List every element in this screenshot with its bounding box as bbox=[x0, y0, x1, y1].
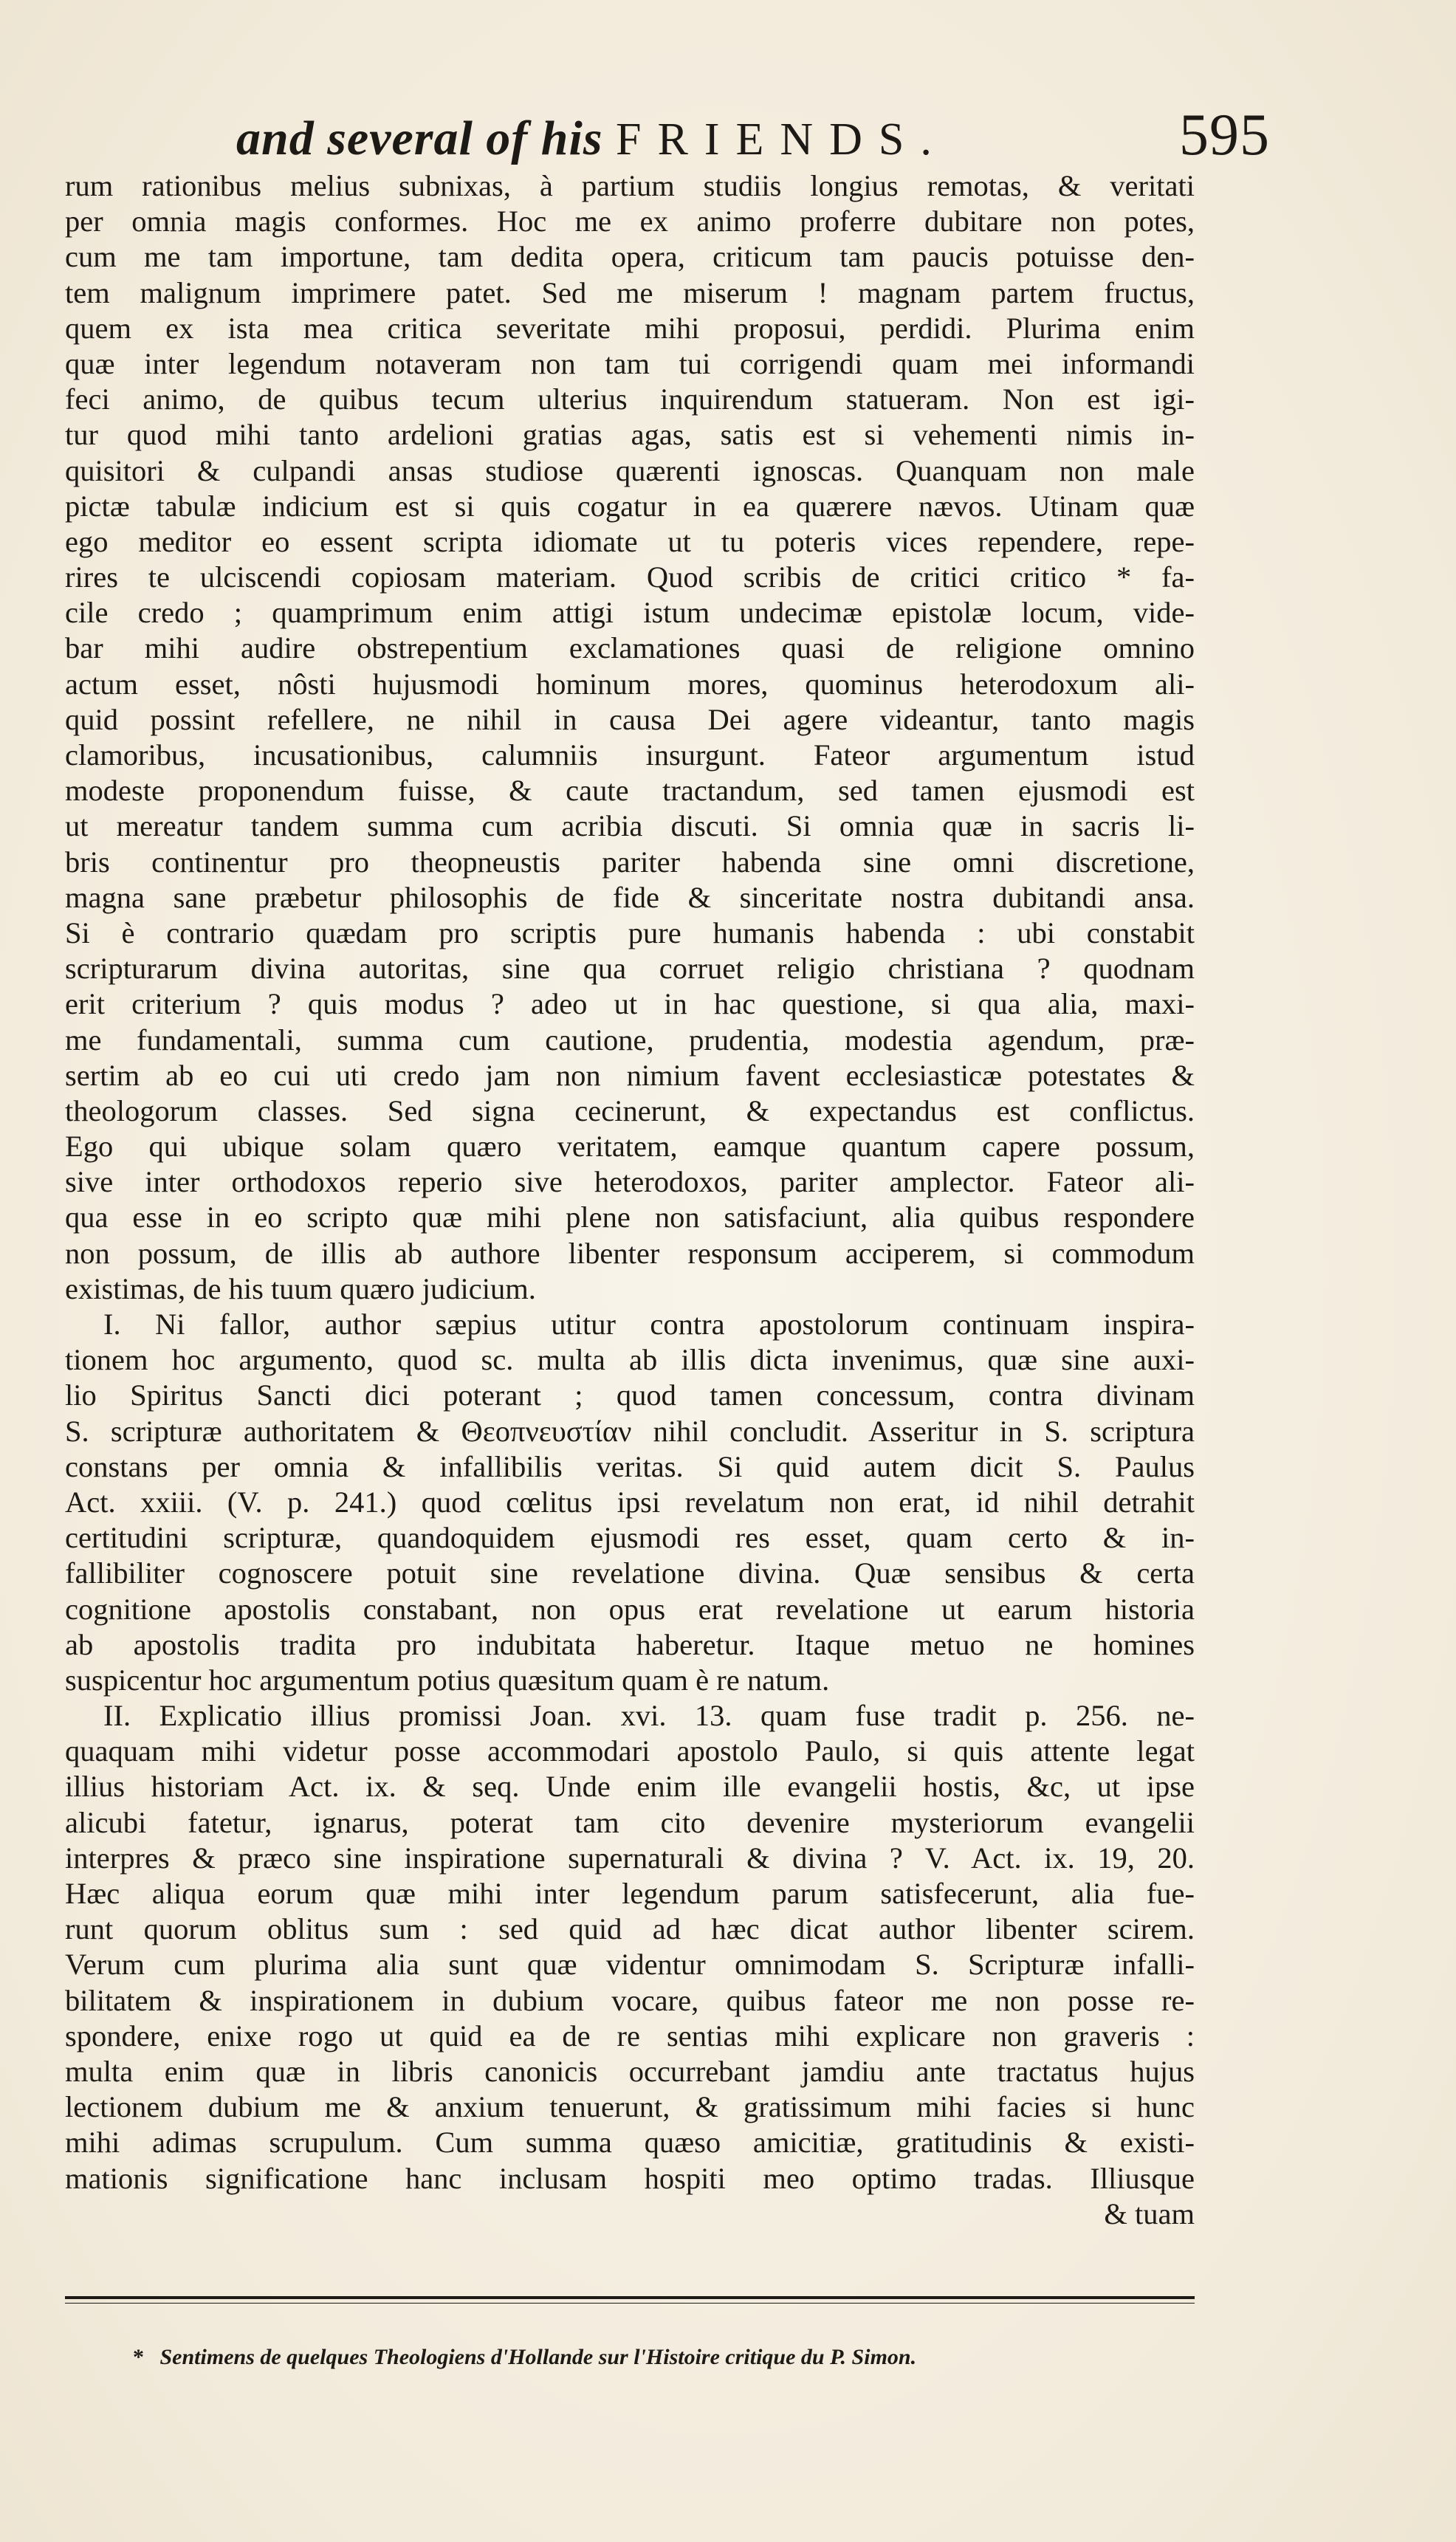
text-line: quæ inter legendum notaveram non tam tui corrigendi quam mei informandi bbox=[65, 346, 1195, 380]
text-line: quisitori & culpandi ansas studiose quærenti ignoscas. Quanquam non male bbox=[65, 453, 1195, 487]
text-line: qua esse in eo scripto quæ mihi plene non satisfaciunt, alia quibus respondere bbox=[65, 1200, 1195, 1234]
text-line: tionem hoc argumento, quod sc. multa ab illis dicta invenimus, quæ sine auxi- bbox=[65, 1343, 1195, 1377]
text-line: bar mihi audire obstrepentium exclamationes quasi de religione omnino bbox=[65, 631, 1195, 665]
text-line: runt quorum oblitus sum : sed quid ad hæc dicat author libenter scirem. bbox=[65, 1912, 1195, 1946]
footnote-rule bbox=[65, 2296, 1195, 2304]
text-line: cognitione apostolis constabant, non opus erat revelatione ut earum historia bbox=[65, 1592, 1195, 1626]
running-title-caps: FRIENDS. bbox=[616, 114, 948, 165]
text-line: Si è contrario quædam pro scriptis pure humanis habenda : ubi constabit bbox=[65, 916, 1195, 949]
text-line: sive inter orthodoxos reperio sive heterodoxos, pariter amplector. Fateor ali- bbox=[65, 1165, 1195, 1199]
text-line: existimas, de his tuum quæro judicium. bbox=[65, 1271, 536, 1305]
text-line: lectionem dubium me & anxium tenuerunt, & gratissimum mihi facies si hunc bbox=[65, 2090, 1195, 2124]
rule-thick bbox=[65, 2296, 1195, 2299]
running-title bbox=[236, 111, 948, 167]
body-text bbox=[65, 168, 1195, 2232]
text-line: I. Ni fallor, author sæpius utitur contra apostolorum continuam inspira- bbox=[103, 1308, 1195, 1341]
text-line: cum me tam importune, tam dedita opera, criticum tam paucis potuisse den- bbox=[65, 240, 1195, 274]
text-line: II. Explicatio illius promissi Joan. xvi. 13. quam fuse tradit p. 256. ne- bbox=[103, 1699, 1195, 1733]
footnote-marker: * bbox=[133, 2345, 144, 2369]
text-line: certitudini scripturæ, quandoquidem ejusmodi res esset, quam certo & in- bbox=[65, 1521, 1195, 1555]
text-line: constans per omnia & infallibilis veritas. Si quid autem dicit S. Paulus bbox=[65, 1449, 1195, 1483]
text-line: mationis significatione hanc inclusam hospiti meo optimo tradas. Illiusque bbox=[65, 2161, 1195, 2195]
text-line: ut mereatur tandem summa cum acribia discuti. Si omnia quæ in sacris li- bbox=[65, 809, 1195, 843]
text-line: Hæc aliqua eorum quæ mihi inter legendum parum satisfecerunt, alia fue- bbox=[65, 1877, 1195, 1910]
text-line: theologorum classes. Sed signa cecinerunt, & expectandus est conflictus. bbox=[65, 1093, 1195, 1127]
text-line: cile credo ; quamprimum enim attigi istum undecimæ epistolæ locum, vide- bbox=[65, 596, 1195, 630]
text-line: me fundamentali, summa cum cautione, prudentia, modestia agendum, præ- bbox=[65, 1023, 1195, 1057]
text-line: bilitatem & inspirationem in dubium vocare, quibus fateor me non posse re- bbox=[65, 1983, 1195, 2017]
text-line: feci animo, de quibus tecum ulterius inquirendum statueram. Non est igi- bbox=[65, 382, 1195, 416]
text-line: per omnia magis conformes. Hoc me ex animo proferre dubitare non potes, bbox=[65, 205, 1195, 238]
text-line: non possum, de illis ab authore libenter responsum acciperem, si commodum bbox=[65, 1236, 1195, 1270]
footnote bbox=[133, 2345, 1167, 2370]
text-line: scripturarum divina autoritas, sine qua corruet religio christiana ? quodnam bbox=[65, 952, 1195, 986]
text-line: spondere, enixe rogo ut quid ea de re sentias mihi explicare non graveris : bbox=[65, 2019, 1195, 2053]
text-line: tur quod mihi tanto ardelioni gratias agas, satis est si vehementi nimis in- bbox=[65, 418, 1195, 452]
text-line: multa enim quæ in libris canonicis occurrebant jamdiu ante tractatus hujus bbox=[65, 2054, 1195, 2088]
footnote-text: Sentimens de quelques Theologiens d'Hollande sur l'Histoire critique du P. Simon. bbox=[159, 2345, 917, 2369]
text-line: quem ex ista mea critica severitate mihi proposui, perdidi. Plurima enim bbox=[65, 311, 1195, 345]
text-line: erit criterium ? quis modus ? adeo ut in hac questione, si qua alia, maxi- bbox=[65, 987, 1195, 1021]
text-line: pictæ tabulæ indicium est si quis cogatur in ea quærere nævos. Utinam quæ bbox=[65, 489, 1195, 523]
text-line: suspicentur hoc argumentum potius quæsitum quam è re natum. bbox=[65, 1663, 830, 1697]
text-line: sertim ab eo cui uti credo jam non nimium favent ecclesiasticæ potestates & bbox=[65, 1058, 1195, 1092]
text-line: lio Spiritus Sancti dici poterant ; quod tamen concessum, contra divinam bbox=[65, 1378, 1195, 1412]
text-line: Act. xxiii. (V. p. 241.) quod cœlitus ipsi revelatum non erat, id nihil detrahit bbox=[65, 1485, 1195, 1519]
text-line: & tuam bbox=[1104, 2196, 1195, 2230]
text-line: bris continentur pro theopneustis pariter habenda sine omni discretione, bbox=[65, 845, 1195, 879]
text-line: clamoribus, incusationibus, calumniis insurgunt. Fateor argumentum istud bbox=[65, 738, 1195, 772]
text-line: rum rationibus melius subnixas, à partium studiis longius remotas, & veritati bbox=[65, 169, 1195, 202]
running-title-italic: and several of his bbox=[236, 111, 603, 165]
page-number: 595 bbox=[1179, 103, 1270, 168]
text-line: ego meditor eo essent scripta idiomate ut tu poteris vices rependere, repe- bbox=[65, 524, 1195, 558]
text-line: Ego qui ubique solam quæro veritatem, eamque quantum capere possum, bbox=[65, 1130, 1195, 1164]
text-line: actum esset, nôsti hujusmodi hominum mores, quominus heterodoxum ali- bbox=[65, 667, 1195, 701]
text-line: S. scripturæ authoritatem & Θεοπνευστίαν nihil concludit. Asseritur in S. scriptura bbox=[65, 1414, 1195, 1448]
text-line: rires te ulciscendi copiosam materiam. Quod scribis de critici critico * fa- bbox=[65, 560, 1195, 594]
text-line: mihi adimas scrupulum. Cum summa quæso amicitiæ, gratitudinis & existi- bbox=[65, 2126, 1195, 2160]
text-line: illius historiam Act. ix. & seq. Unde enim ille evangelii hostis, &c, ut ipse bbox=[65, 1770, 1195, 1804]
text-line: quaquam mihi videtur posse accommodari apostolo Paulo, si quis attente legat bbox=[65, 1734, 1195, 1768]
rule-thin bbox=[65, 2303, 1195, 2304]
text-line: magna sane præbetur philosophis de fide & sinceritate nostra dubitandi ansa. bbox=[65, 880, 1195, 914]
text-line: interpres & præco sine inspiratione supernaturali & divina ? V. Act. ix. 19, 20. bbox=[65, 1841, 1195, 1875]
text-line: tem malignum imprimere patet. Sed me miserum ! magnam partem fructus, bbox=[65, 275, 1195, 309]
text-line: ab apostolis tradita pro indubitata haberetur. Itaque metuo ne homines bbox=[65, 1627, 1195, 1661]
text-line: alicubi fatetur, ignarus, poterat tam cito devenire mysteriorum evangelii bbox=[65, 1805, 1195, 1839]
running-head bbox=[222, 103, 1270, 177]
text-line: quid possint refellere, ne nihil in causa Dei agere videantur, tanto magis bbox=[65, 702, 1195, 736]
text-line: fallibiliter cognoscere potuit sine revelatione divina. Quæ sensibus & certa bbox=[65, 1556, 1195, 1590]
text-line: modeste proponendum fuisse, & caute tractandum, sed tamen ejusmodi est bbox=[65, 774, 1195, 808]
text-line: Verum cum plurima alia sunt quæ videntur omnimodam S. Scripturæ infalli- bbox=[65, 1948, 1195, 1982]
